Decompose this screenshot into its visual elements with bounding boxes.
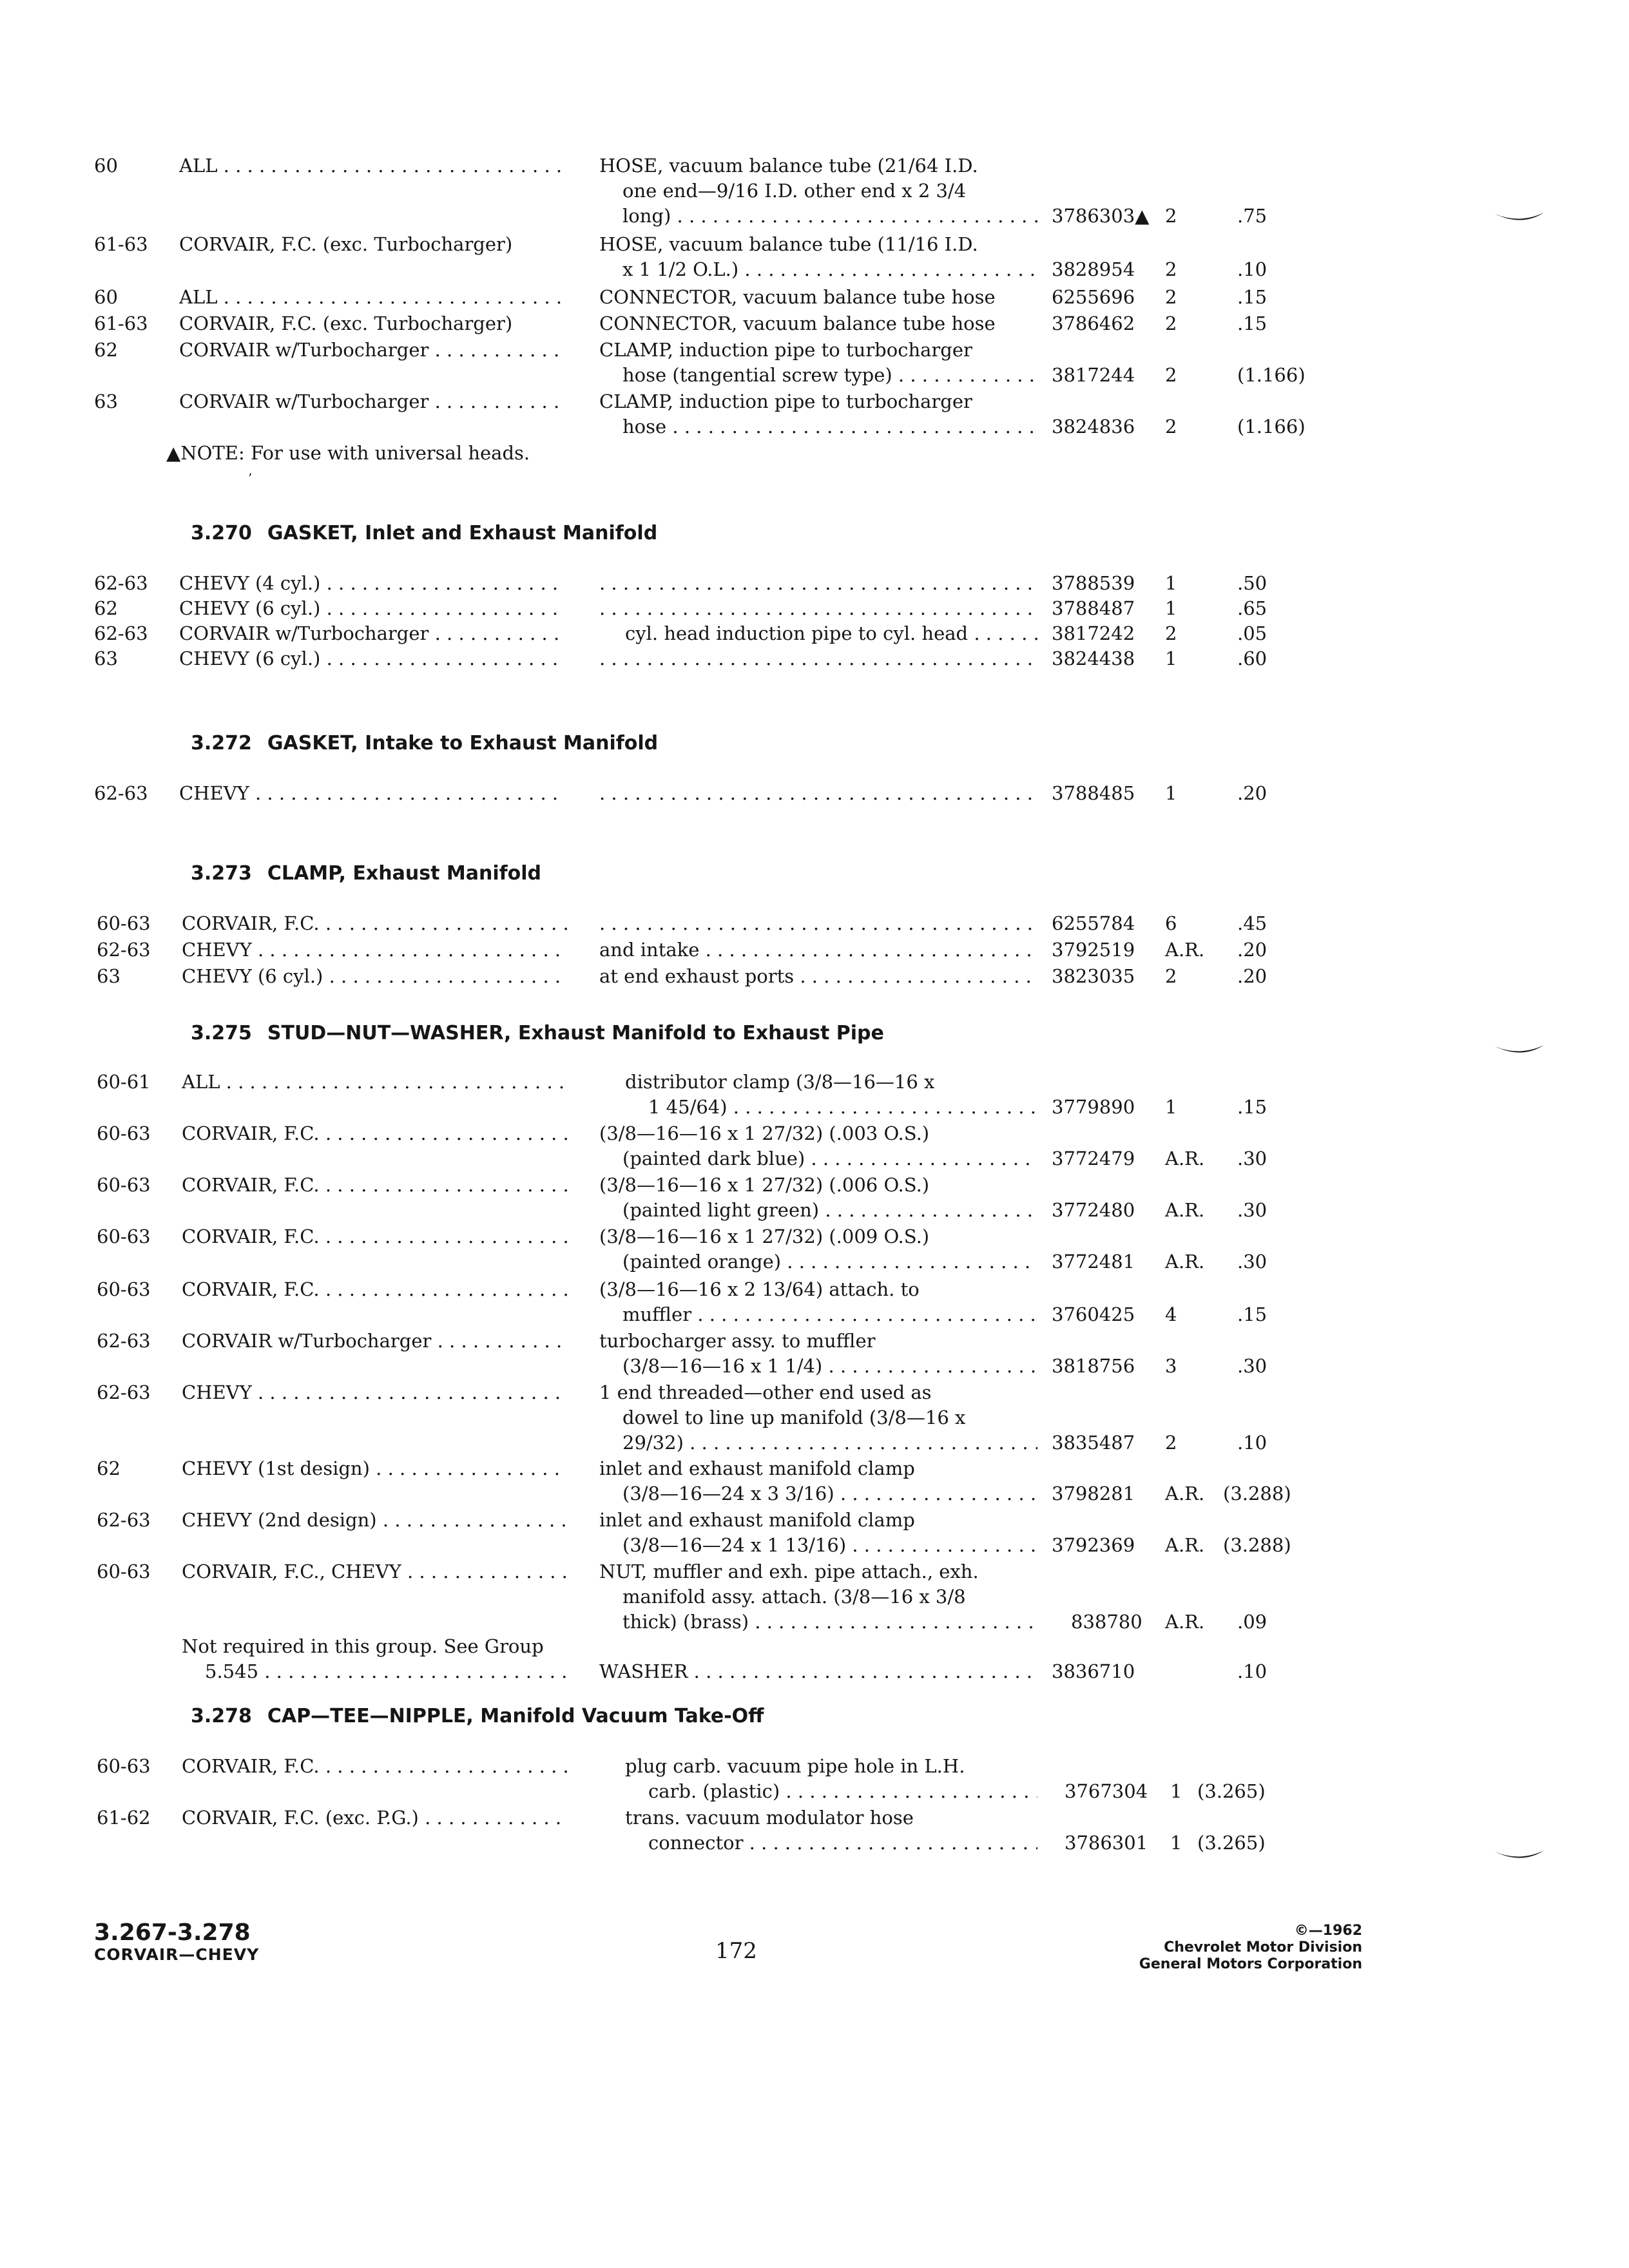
quantity: 1 bbox=[1165, 648, 1177, 669]
year-range: 60-63 bbox=[97, 1278, 151, 1300]
footer-code: 3.267-3.278 bbox=[94, 1919, 251, 1946]
quantity: 1 bbox=[1165, 782, 1177, 804]
section-heading bbox=[191, 732, 658, 754]
model: CORVAIR, F.C. . . . bbox=[182, 911, 567, 936]
group-value: .65 bbox=[1237, 597, 1268, 619]
model: CHEVY (6 cyl.) . . . bbox=[179, 596, 564, 621]
group-value: .10 bbox=[1237, 258, 1268, 280]
year-range: 63 bbox=[97, 965, 120, 987]
year-range: 63 bbox=[94, 648, 118, 669]
section-heading bbox=[191, 522, 657, 544]
year-range: 63 bbox=[94, 390, 118, 412]
part-number: 3828954 bbox=[1052, 258, 1135, 280]
description: 1 end threaded—other end used as dowel to line up manifold (3/8—16 x 29/32) . . . bbox=[599, 1380, 1037, 1456]
part-number: 3772480 bbox=[1052, 1199, 1135, 1221]
year-range: 60-63 bbox=[97, 1122, 151, 1144]
group-value: .45 bbox=[1237, 912, 1268, 934]
part-number: 3786462 bbox=[1052, 312, 1135, 334]
section-number: 3.275 bbox=[191, 1022, 252, 1044]
page-number: 172 bbox=[715, 1938, 757, 1964]
dot-leader bbox=[599, 911, 1037, 936]
model: CHEVY (2nd design) . . . bbox=[182, 1508, 567, 1533]
quantity: 2 bbox=[1165, 416, 1177, 437]
binding-mark-icon bbox=[1494, 1043, 1545, 1059]
quantity: A.R. bbox=[1165, 1251, 1205, 1273]
part-number: 3817244 bbox=[1052, 364, 1135, 386]
quantity: 1 bbox=[1170, 1832, 1182, 1854]
model: ALL . . . bbox=[179, 153, 564, 178]
catalog-page: 60 ALL . . . HOSE, vacuum balance tube (21/64 I.D. one end—9/16 I.D. other end x 2 3/4 long) . . . 3786303▲ 2 .75 61-63 CORVAIR, F.C. (exc. Turbocharger) HOSE, vacuum balance tube (11/16 I.D. x 1 1/2 O.L.) . . . 3828954 2 .10 60 ALL . . . CONNECTOR, vacuum balance tube hose 6255696 2 .15 61-63 CORVAIR, F.C. (exc. Turbocharger) CONNECTOR, vacuum balance tube hose 3786462 2 .15 62 CORVAIR w/Turbocharger . . . CLAMP, induction pipe to turbocharger hose (tangential screw type) . . . 3817244 2 (1.166) 63 CORVAIR w/Turbocharger . . . CLAMP, induction pipe to turbocharger hose . . . 3824836 2 (1.166) ▲NOTE: For use with universal heads. ’ 3.270 GASKET, Inlet and Exhaust Manifold 62-63 CHEVY (4 cyl.) . . . . . . 3788539 1 .50 62 CHEVY (6 cyl.) . . . . . . 3788487 1 .65 62-63 CORVAIR w/Turbocharger . . . cyl. head induction pipe to cyl. head . . . 3817242 2 .05 63 CHEVY (6 cyl.) . . . . . . 3824438 1 .60 3.272 GASKET, Intake to Exhaust Manifold 62-63 CHEVY . . . . . . 3788485 1 .20 3.273 CLAMP, Exhaust Manifold 60-63 CORVAIR, F.C. . . . . . . 6255784 6 .45 62-63 CHEVY . . . and intake . . . 3792519 A.R. .20 63 CHEVY (6 cyl.) . . . at end exhaust ports . . . 3823035 2 .20 3.275 STUD—NUT—WASHER, Exhaust Manifold to Exhaust Pipe 60-61 ALL . . . distributor clamp (3/8—16—16 x 1 45/64) . . . 3779890 1 .15 60-63 CORVAIR, F.C. . . . (3/8—16—16 x 1 27/32) (.003 O.S.) (painted dark blue) . . . 3772479 A.R. .30 60-63 CORVAIR, F.C. . . . (3/8—16—16 x 1 27/32) (.006 O.S.) (painted light green) . . . 3772480 A.R. .30 60-63 CORVAIR, F.C. . . . (3/8—16—16 x 1 27/32) (.009 O.S.) (painted orange) . . . 3772481 A.R. .30 60-63 CORVAIR, F.C. . . . (3/8—16—16 x 2 13/64) attach. to muffler . . . 3760425 4 .15 62-63 CORVAIR w/Turbocharger . . . turbocharger assy. to muffler (3/8—16—16 x 1 1/4) . . . 3818756 3 .30 62-63 CHEVY . . . 1 end threaded—other end used as dowel to line up manifold (3/8—16 x 29/32) . . . 3835487 2 .10 62 CHEVY (1st design) . . . inlet and exhaust manifold clamp (3/8—16—24 x 3 3/16) . . . 3798281 A.R. (3.288) 62-63 CHEVY (2nd design) . . . inlet and exhaust manifold clamp (3/8—16—24 x 1 13/16) . . . 3792369 A.R. (3.288) 60-63 CORVAIR, F.C., CHEVY . . . NUT, muffler and exh. pipe attach., exh. manifold assy. attach. (3/8—16 x 3/8 thick) (brass) . . . 838780 A.R. .09 Not required in this group. See Group 5.545 . . . WASHER . . . 3836710 .10 3.278 CAP—TEE—NIPPLE, Manifold Vacuum Take-Off 60-63 CORVAIR, F.C. . . . plug carb. vacuum pipe hole in L.H. carb. (plastic) . . . 3767304 1 (3.265) 61-62 CORVAIR, F.C. (exc. P.G.) . . . trans. vacuum modulator hose connector . . . 3786301 1 (3.265) 3.267-3.278 CORVAIR—CHEVY 172 ©—1962 Chevrolet Motor Division General Motors Corporation bbox=[0, 0, 1629, 2268]
section-title: CAP—TEE—NIPPLE, Manifold Vacuum Take-Off bbox=[267, 1705, 764, 1727]
description: WASHER . . . bbox=[599, 1659, 1037, 1684]
model: CHEVY . . . bbox=[182, 937, 567, 963]
part-number: 6255784 bbox=[1052, 912, 1135, 934]
quantity: A.R. bbox=[1165, 1483, 1205, 1504]
group-value: (3.288) bbox=[1223, 1483, 1291, 1504]
section-heading bbox=[191, 1022, 884, 1044]
year-range: 62-63 bbox=[97, 939, 151, 961]
group-value: .15 bbox=[1237, 286, 1268, 308]
part-number: 3786303▲ bbox=[1052, 205, 1150, 227]
group-value: .09 bbox=[1237, 1611, 1268, 1633]
quantity: 2 bbox=[1165, 1432, 1177, 1454]
section-number: 3.278 bbox=[191, 1705, 252, 1727]
model: ALL . . . bbox=[182, 1070, 567, 1095]
group-value: .75 bbox=[1237, 205, 1268, 227]
copyright: ©—1962 bbox=[1294, 1923, 1362, 1939]
model: CHEVY (1st design) . . . bbox=[182, 1456, 567, 1481]
group-value: .60 bbox=[1237, 648, 1268, 669]
part-number: 3788539 bbox=[1052, 572, 1135, 594]
description: HOSE, vacuum balance tube (21/64 I.D. one end—9/16 I.D. other end x 2 3/4 long) . . . bbox=[599, 153, 1037, 229]
part-number: 3836710 bbox=[1052, 1660, 1135, 1682]
section-number: 3.273 bbox=[191, 862, 252, 885]
description: (3/8—16—16 x 1 27/32) (.006 O.S.) (painted light green) . . . bbox=[599, 1173, 1037, 1223]
year-range: 60-63 bbox=[97, 1561, 151, 1582]
group-value: .10 bbox=[1237, 1432, 1268, 1454]
group-value: .15 bbox=[1237, 1303, 1268, 1325]
quantity: 2 bbox=[1165, 205, 1177, 227]
description: CONNECTOR, vacuum balance tube hose bbox=[599, 312, 996, 334]
year-range: 61-63 bbox=[94, 233, 148, 255]
description: (3/8—16—16 x 2 13/64) attach. to muffler . . . bbox=[599, 1277, 1037, 1327]
year-range: 60-61 bbox=[97, 1071, 151, 1093]
part-number: 3835487 bbox=[1052, 1432, 1135, 1454]
model: CHEVY . . . bbox=[182, 1380, 567, 1405]
year-range: 62-63 bbox=[97, 1381, 151, 1403]
model: CORVAIR, F.C. . . . bbox=[182, 1277, 567, 1302]
description: CLAMP, induction pipe to turbocharger hose . . . bbox=[599, 389, 1037, 439]
model: CORVAIR, F.C. . . . bbox=[182, 1121, 567, 1146]
section-heading bbox=[191, 862, 541, 885]
description: HOSE, vacuum balance tube (11/16 I.D. x 1 1/2 O.L.) . . . bbox=[599, 232, 1037, 282]
description: (3/8—16—16 x 1 27/32) (.003 O.S.) (painted dark blue) . . . bbox=[599, 1121, 1037, 1171]
dot-leader bbox=[599, 571, 1037, 596]
year-range: 62-63 bbox=[94, 572, 148, 594]
binding-mark-icon bbox=[1494, 210, 1545, 227]
model: CORVAIR, F.C. . . . bbox=[182, 1224, 567, 1249]
model: CORVAIR w/Turbocharger . . . bbox=[179, 621, 564, 646]
model: ALL . . . bbox=[179, 285, 564, 310]
group-value: .05 bbox=[1237, 622, 1268, 644]
model: CHEVY (6 cyl.) . . . bbox=[179, 646, 564, 671]
part-number: 3818756 bbox=[1052, 1355, 1135, 1377]
group-value: .30 bbox=[1237, 1148, 1268, 1169]
part-number: 838780 bbox=[1071, 1611, 1142, 1633]
part-number: 3788487 bbox=[1052, 597, 1135, 619]
group-value: (3.265) bbox=[1197, 1780, 1266, 1802]
publisher-division: Chevrolet Motor Division bbox=[1164, 1939, 1362, 1956]
year-range: 62-63 bbox=[97, 1330, 151, 1352]
description: trans. vacuum modulator hose connector . . . bbox=[625, 1805, 1037, 1856]
quantity: 1 bbox=[1165, 597, 1177, 619]
year-range: 62 bbox=[94, 597, 118, 619]
year-range: 60-63 bbox=[97, 1174, 151, 1196]
footer-publisher bbox=[1095, 1923, 1362, 1973]
quantity: 1 bbox=[1165, 1096, 1177, 1118]
description: (3/8—16—16 x 1 27/32) (.009 O.S.) (painted orange) . . . bbox=[599, 1224, 1037, 1274]
model: CHEVY (4 cyl.) . . . bbox=[179, 571, 564, 596]
quantity: 3 bbox=[1165, 1355, 1177, 1377]
group-value: .30 bbox=[1237, 1199, 1268, 1221]
model: CORVAIR w/Turbocharger . . . bbox=[182, 1329, 567, 1354]
model: CORVAIR, F.C. . . . bbox=[182, 1173, 567, 1198]
quantity: 2 bbox=[1165, 286, 1177, 308]
year-range: 61-63 bbox=[94, 312, 148, 334]
description: and intake . . . bbox=[599, 937, 1037, 963]
description: NUT, muffler and exh. pipe attach., exh. manifold assy. attach. (3/8—16 x 3/8 thick) (brass) . . . bbox=[599, 1559, 1037, 1635]
part-number: 3786301 bbox=[1065, 1832, 1148, 1854]
group-value: .30 bbox=[1237, 1355, 1268, 1377]
group-value: .20 bbox=[1237, 939, 1268, 961]
year-range: 60-63 bbox=[97, 1755, 151, 1777]
model: CHEVY (6 cyl.) . . . bbox=[182, 964, 567, 989]
section-heading bbox=[191, 1705, 764, 1727]
model: CORVAIR, F.C., CHEVY . . . bbox=[182, 1559, 567, 1584]
quantity: 4 bbox=[1165, 1303, 1177, 1325]
quantity: A.R. bbox=[1165, 1534, 1205, 1556]
quantity: 6 bbox=[1165, 912, 1177, 934]
year-range: 62 bbox=[94, 339, 118, 361]
section-title: GASKET, Intake to Exhaust Manifold bbox=[267, 732, 659, 754]
description: distributor clamp (3/8—16—16 x 1 45/64) . . . bbox=[625, 1070, 1037, 1120]
description: cyl. head induction pipe to cyl. head . . . bbox=[625, 621, 1037, 646]
section-title: STUD—NUT—WASHER, Exhaust Manifold to Exhaust Pipe bbox=[267, 1022, 884, 1044]
model: CORVAIR, F.C. (exc. Turbocharger) bbox=[179, 312, 513, 334]
quantity: 2 bbox=[1165, 965, 1177, 987]
model: CORVAIR w/Turbocharger . . . bbox=[179, 338, 564, 363]
model: Not required in this group. See Group 5.545 . . . bbox=[182, 1634, 567, 1684]
footer-section-code bbox=[94, 1920, 259, 1964]
model: CHEVY . . . bbox=[179, 781, 564, 806]
binding-mark-icon bbox=[1494, 1848, 1545, 1865]
part-number: 3792519 bbox=[1052, 939, 1135, 961]
year-range: 62 bbox=[97, 1457, 120, 1479]
quantity: A.R. bbox=[1165, 1148, 1205, 1169]
group-value: (3.265) bbox=[1197, 1832, 1266, 1854]
description: inlet and exhaust manifold clamp (3/8—16—24 x 1 13/16) . . . bbox=[599, 1508, 1037, 1558]
description: at end exhaust ports . . . bbox=[599, 964, 1037, 989]
year-range: 60 bbox=[94, 286, 118, 308]
description: plug carb. vacuum pipe hole in L.H. carb. (plastic) . . . bbox=[625, 1754, 1037, 1804]
year-range: 61-62 bbox=[97, 1807, 151, 1829]
part-number: 3817242 bbox=[1052, 622, 1135, 644]
part-number: 3772479 bbox=[1052, 1148, 1135, 1169]
part-number: 3798281 bbox=[1052, 1483, 1135, 1504]
section-title: GASKET, Inlet and Exhaust Manifold bbox=[267, 522, 658, 544]
group-value: .30 bbox=[1237, 1251, 1268, 1273]
group-value: (1.166) bbox=[1237, 364, 1306, 386]
footnote: ▲NOTE: For use with universal heads. bbox=[166, 442, 530, 464]
dot-leader bbox=[599, 596, 1037, 621]
model: CORVAIR w/Turbocharger . . . bbox=[179, 389, 564, 414]
quantity: A.R. bbox=[1165, 1199, 1205, 1221]
part-number: 3788485 bbox=[1052, 782, 1135, 804]
quantity: A.R. bbox=[1165, 1611, 1205, 1633]
group-value: .50 bbox=[1237, 572, 1268, 594]
quantity: A.R. bbox=[1165, 939, 1205, 961]
description: CONNECTOR, vacuum balance tube hose bbox=[599, 286, 996, 308]
section-number: 3.272 bbox=[191, 732, 252, 754]
description: inlet and exhaust manifold clamp (3/8—16—24 x 3 3/16) . . . bbox=[599, 1456, 1037, 1506]
publisher-corporation: General Motors Corporation bbox=[1139, 1956, 1362, 1972]
part-number: 3760425 bbox=[1052, 1303, 1135, 1325]
description: CLAMP, induction pipe to turbocharger hose (tangential screw type) . . . bbox=[599, 338, 1037, 388]
group-value: .15 bbox=[1237, 1096, 1268, 1118]
group-value: (1.166) bbox=[1237, 416, 1306, 437]
year-range: 60 bbox=[94, 155, 118, 177]
part-number: 6255696 bbox=[1052, 286, 1135, 308]
year-range: 62-63 bbox=[94, 622, 148, 644]
section-number: 3.270 bbox=[191, 522, 252, 544]
group-value: (3.288) bbox=[1223, 1534, 1291, 1556]
quantity: 2 bbox=[1165, 312, 1177, 334]
description: turbocharger assy. to muffler (3/8—16—16 x 1 1/4) . . . bbox=[599, 1329, 1037, 1379]
group-value: .15 bbox=[1237, 312, 1268, 334]
part-number: 3824438 bbox=[1052, 648, 1135, 669]
footer-subtitle: CORVAIR—CHEVY bbox=[94, 1945, 260, 1964]
group-value: .10 bbox=[1237, 1660, 1268, 1682]
part-number: 3779890 bbox=[1052, 1096, 1135, 1118]
year-range: 60-63 bbox=[97, 912, 151, 934]
group-value: .20 bbox=[1237, 782, 1268, 804]
year-range: 62-63 bbox=[94, 782, 148, 804]
quantity: 2 bbox=[1165, 258, 1177, 280]
dot-leader bbox=[599, 781, 1037, 806]
part-number: 3767304 bbox=[1065, 1780, 1148, 1802]
model: CORVAIR, F.C. . . . bbox=[182, 1754, 567, 1779]
quantity: 1 bbox=[1170, 1780, 1182, 1802]
model: CORVAIR, F.C. (exc. P.G.) . . . bbox=[182, 1805, 567, 1831]
part-number: 3824836 bbox=[1052, 416, 1135, 437]
part-number: 3823035 bbox=[1052, 965, 1135, 987]
part-number: 3772481 bbox=[1052, 1251, 1135, 1273]
dot-leader bbox=[599, 646, 1037, 671]
quantity: 1 bbox=[1165, 572, 1177, 594]
section-title: CLAMP, Exhaust Manifold bbox=[267, 862, 542, 885]
year-range: 60-63 bbox=[97, 1225, 151, 1247]
quantity: 2 bbox=[1165, 622, 1177, 644]
quantity: 2 bbox=[1165, 364, 1177, 386]
group-value: .20 bbox=[1237, 965, 1268, 987]
year-range: 62-63 bbox=[97, 1509, 151, 1531]
part-number: 3792369 bbox=[1052, 1534, 1135, 1556]
model: CORVAIR, F.C. (exc. Turbocharger) bbox=[179, 233, 513, 255]
